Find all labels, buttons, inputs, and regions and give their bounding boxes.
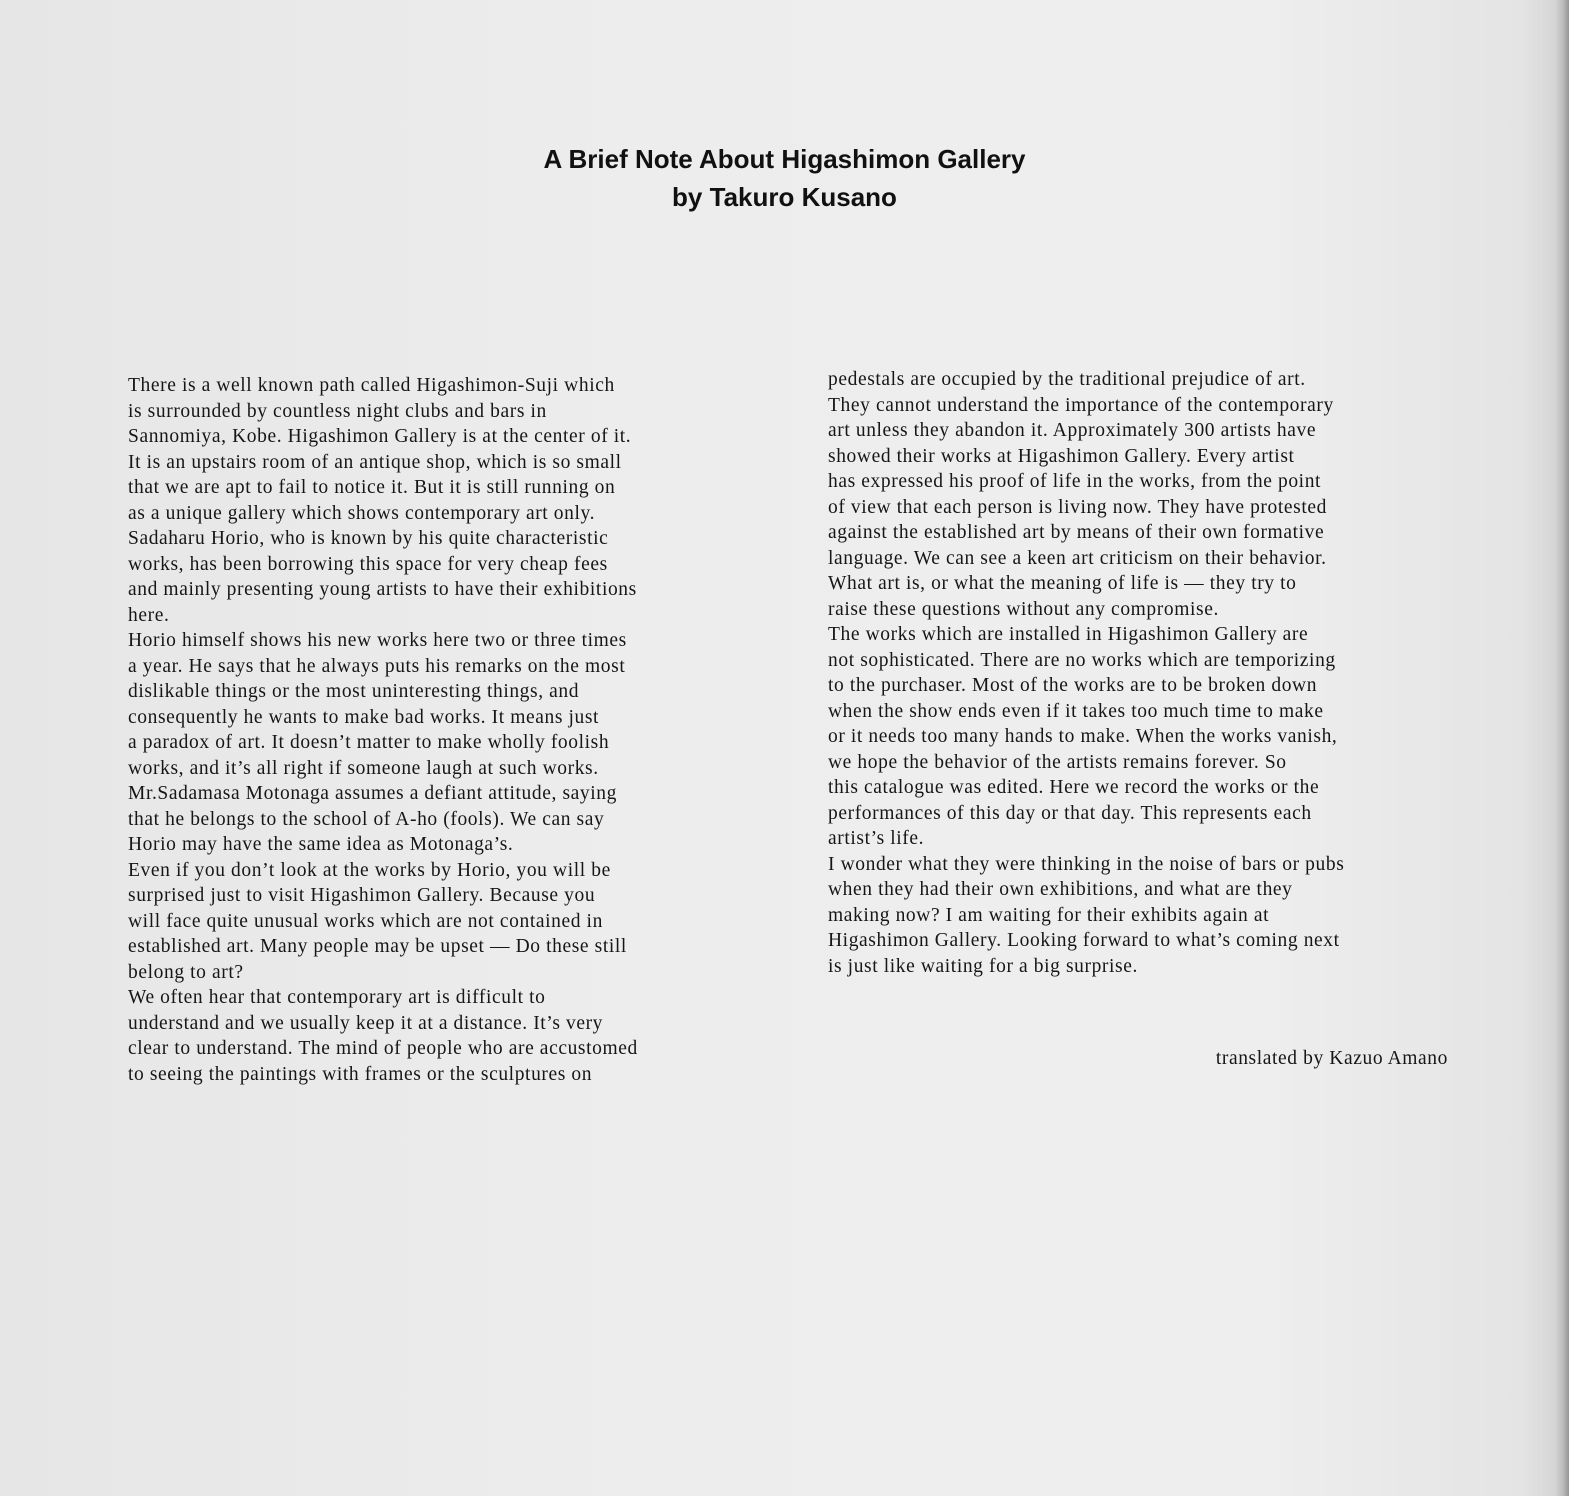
text-line: raise these questions without any compromise.: [828, 598, 1219, 620]
text-line: that he belongs to the school of A-ho (fools). We can say: [128, 808, 605, 830]
translator-credit: translated by Kazuo Amano: [1215, 1048, 1448, 1069]
right-text-column: [828, 367, 1478, 979]
text-line: when the show ends even if it takes too much time to make: [828, 700, 1324, 722]
text-line: or it needs too many hands to make. When the works vanish,: [828, 726, 1338, 747]
text-line: when they had their own exhibitions, and what are they: [828, 879, 1293, 900]
text-line: established art. Many people may be upset — Do these still: [128, 936, 627, 957]
text-line: against the established art by means of their own formative: [828, 522, 1325, 543]
text-line: There is a well known path called Higashimon-Suji which: [128, 375, 615, 396]
author-line: by Takuro Kusano: [672, 182, 897, 212]
text-line: dislikable things or the most uninteresting things, and: [128, 681, 580, 702]
text-line: The works which are installed in Higashimon Gallery are: [828, 624, 1309, 645]
text-line: making now? I am waiting for their exhibits again at: [828, 904, 1270, 926]
text-line: and mainly presenting young artists to have their exhibitions: [128, 579, 637, 600]
text-line: a year. He says that he always puts his remarks on the most: [128, 655, 626, 677]
text-line: will face quite unusual works which are not contained in: [128, 910, 603, 932]
text-line: They cannot understand the importance of the contemporary: [828, 394, 1334, 416]
text-line: consequently he wants to make bad works. It means just: [128, 706, 600, 728]
text-line: we hope the behavior of the artists remains forever. So: [828, 751, 1287, 773]
text-line: artist’s life.: [828, 828, 925, 849]
text-line: What art is, or what the meaning of life is — they try to: [828, 573, 1297, 594]
text-line: a paradox of art. It doesn’t matter to make wholly foolish: [128, 732, 610, 753]
text-line: this catalogue was edited. Here we record the works or the: [828, 777, 1320, 798]
page-edge-shadow: [1555, 0, 1569, 1496]
text-line: Mr.Sadamasa Motonaga assumes a defiant attitude, saying: [128, 783, 617, 804]
text-line: here.: [128, 604, 170, 626]
text-line: language. We can see a keen art criticism on their behavior.: [828, 547, 1327, 569]
text-line: belong to art?: [128, 961, 244, 983]
text-line: It is an upstairs room of an antique shop, which is so small: [128, 451, 622, 473]
text-line: pedestals are occupied by the traditional prejudice of art.: [828, 369, 1306, 390]
text-line: works, and it’s all right if someone laugh at such works.: [128, 757, 599, 779]
text-line: not sophisticated. There are no works which are temporizing: [828, 649, 1336, 671]
text-line: to seeing the paintings with frames or the sculptures on: [128, 1063, 593, 1085]
text-line: that we are apt to fail to notice it. But it is still running on: [128, 477, 616, 498]
text-line: Even if you don’t look at the works by Horio, you will be: [128, 859, 611, 881]
text-line: Horio may have the same idea as Motonaga’s.: [128, 834, 514, 855]
text-line: has expressed his proof of life in the works, from the point: [828, 471, 1322, 492]
left-text-column: [128, 373, 768, 1087]
title-block: [0, 140, 1569, 216]
text-line: Sadaharu Horio, who is known by his quite characteristic: [128, 528, 609, 549]
text-line: Horio himself shows his new works here two or three times: [128, 630, 627, 651]
text-line: showed their works at Higashimon Gallery. Every artist: [828, 445, 1295, 467]
text-line: performances of this day or that day. This represents each: [828, 802, 1312, 824]
text-line: clear to understand. The mind of people who are accustomed: [128, 1038, 638, 1059]
text-line: We often hear that contemporary art is difficult to: [128, 987, 546, 1008]
text-line: understand and we usually keep it at a distance. It’s very: [128, 1012, 604, 1034]
text-line: I wonder what they were thinking in the noise of bars or pubs: [828, 853, 1345, 875]
text-line: art unless they abandon it. Approximately 300 artists have: [828, 420, 1317, 441]
text-line: Sannomiya, Kobe. Higashimon Gallery is at the center of it.: [128, 426, 632, 447]
text-line: Higashimon Gallery. Looking forward to what’s coming next: [828, 930, 1340, 951]
text-line: of view that each person is living now. They have protested: [828, 496, 1327, 518]
text-line: works, has been borrowing this space for very cheap fees: [128, 553, 608, 575]
text-line: is just like waiting for a big surprise.: [828, 955, 1138, 977]
text-line: as a unique gallery which shows contemporary art only.: [128, 502, 596, 524]
text-line: is surrounded by countless night clubs and bars in: [128, 400, 547, 422]
text-line: surprised just to visit Higashimon Gallery. Because you: [128, 885, 596, 906]
text-line: to the purchaser. Most of the works are to be broken down: [828, 675, 1318, 696]
page-title: A Brief Note About Higashimon Gallery: [543, 144, 1026, 174]
